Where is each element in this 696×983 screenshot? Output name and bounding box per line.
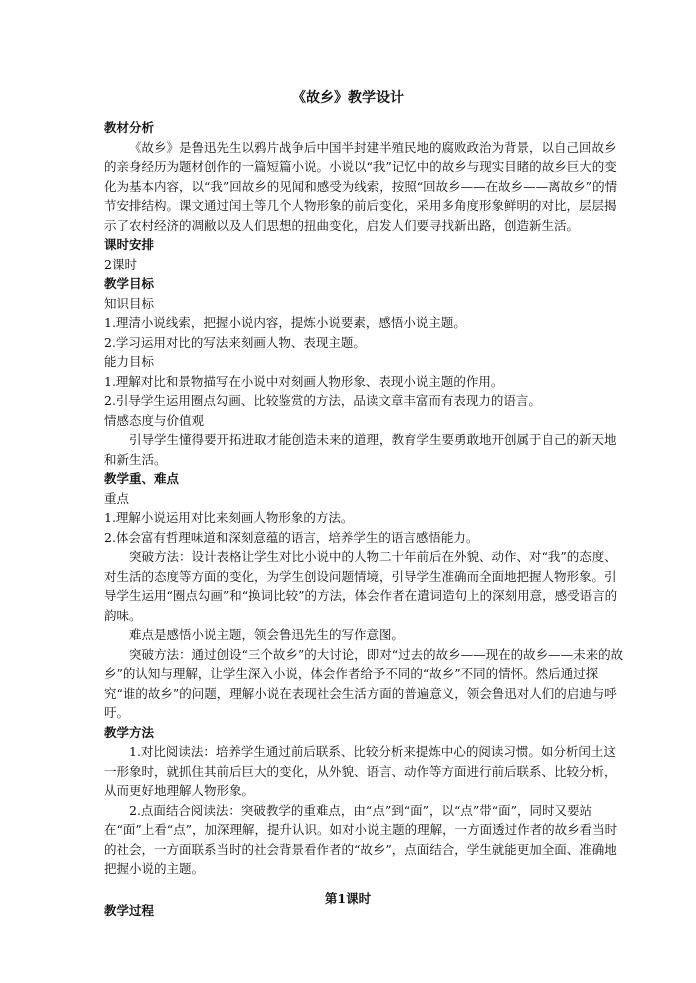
key-item-1: 1.理解小说运用对比来刻画人物形象的方法。	[104, 510, 354, 525]
ability-label: 能力目标	[104, 354, 155, 369]
method-item-1: 1.对比阅读法：培养学生通过前后联系、比较分析来提炼中心的阅读习惯。如分析闰土这一形象时，就抓住其前后巨大的变化，从外貌、语言、动作等方面进行前后联系、比较分析，从而更好地理解人物形象。	[104, 744, 617, 798]
method-item-2: 2.点面结合阅读法：突破教学的重难点，由“点”到“面”，以“点”带“面”，同时又要站在“面”上看“点”，加深理解，提升认识。如对小说主题的理解，一方面透过作者的故乡看当时的社会，一方面联系当时的社会背景看作者的“故乡”，点面结合，学生就能更加全面、准确地把握小说的主题。	[104, 802, 618, 876]
document-title: 《故乡》教学设计	[292, 90, 404, 106]
heading-process: 教学过程	[104, 902, 155, 918]
emotion-label: 情感态度与价值观	[104, 412, 205, 428]
lesson-footer: 第1课时	[324, 891, 372, 906]
knowledge-item-1: 1.理清小说线索，把握小说内容，提炼小说要素，感悟小说主题。	[104, 315, 466, 330]
heading-keypoints: 教学重、难点	[104, 471, 180, 486]
difficulty-paragraph: 难点是感悟小说主题，领会鲁迅先生的写作意图。	[129, 627, 405, 642]
document-body	[104, 118, 624, 920]
key-method-paragraph: 突破方法：设计表格让学生对比小说中的人物二十年前后在外貌、动作、对“我”的态度、对生活的态度等方面的变化，为学生创设问题情境，引导学生准确而全面地把握人物形象。引导学生运用“圈点勾画”和“换词比较”的方法，体会作者在遣词造句上的深刻用意，感受语言的韵味。	[104, 549, 618, 623]
knowledge-item-2: 2.学习运用对比的写法来刻画人物、表现主题。	[104, 334, 366, 350]
heading-goals: 教学目标	[104, 276, 155, 291]
key-label: 重点	[104, 490, 130, 506]
knowledge-label: 知识目标	[104, 295, 155, 311]
ability-item-1: 1.理解对比和景物描写在小说中对刻画人物形象、表现小说主题的作用。	[104, 373, 504, 389]
heading-analysis: 教材分析	[104, 120, 155, 135]
heading-schedule: 课时安排	[104, 237, 155, 252]
emotion-paragraph: 引导学生懂得要开拓进取才能创造未来的道理，教育学生要勇敢地开创属于自己的新天地和新生活。	[104, 432, 617, 467]
heading-methods: 教学方法	[104, 724, 155, 740]
difficulty-method-paragraph: 突破方法：通过创设“三个故乡”的大讨论，即对“过去的故乡——现在的故乡——未来的故乡”的认知与理解，让学生深入小说，体会作者给予不同的“故乡”不同的情怀。然后通过探究“谁的故乡”的问题，理解小说在表现社会生活方面的普遍意义，领会鲁迅对人们的启迪与呼吁。	[104, 646, 624, 720]
schedule-text: 2课时	[104, 256, 137, 272]
analysis-paragraph: 《故乡》是鲁迅先生以鸦片战争后中国半封建半殖民地的腐败政治为背景，以自己回故乡的亲身经历为题材创作的一篇短篇小说。小说以“我”记忆中的故乡与现实目睹的故乡巨大的变化为基本内容，以“我”回故乡的见闻和感受为线索，按照“回故乡——在故乡——离故乡”的情节安排结构。课文通过闰土等几个人物形象的前后变化，采用多角度形象鲜明的对比，层层揭示了农村经济的凋敝以及人们思想的扭曲变化，启发人们要寻找新出路，创造新生活。	[104, 139, 618, 233]
key-item-2: 2.体会富有哲理味道和深刻意蕴的语言，培养学生的语言感悟能力。	[104, 529, 479, 545]
ability-item-2: 2.引导学生运用圈点勾画、比较鉴赏的方法，品读文章丰富而有表现力的语言。	[104, 393, 541, 408]
